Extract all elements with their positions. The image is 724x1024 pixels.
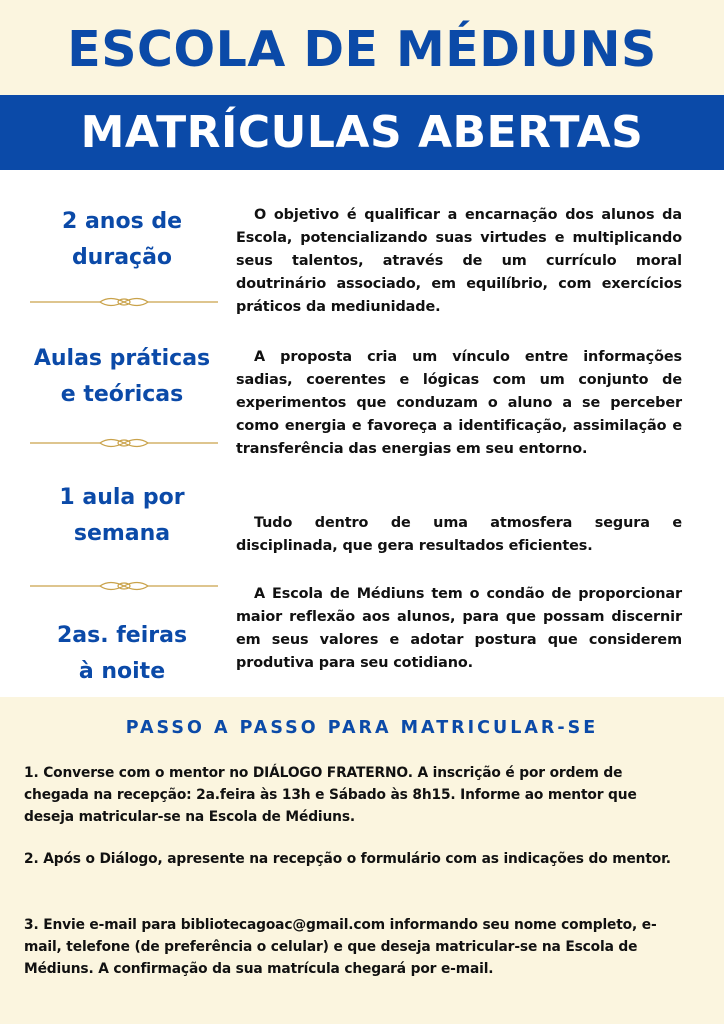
feature-line: e teóricas — [60, 382, 184, 407]
step-item-2: 2. Após o Diálogo, apresente na recepção o formulário com as indicações do mentor. — [24, 851, 671, 867]
feature-line: duração — [71, 245, 173, 270]
ornament-divider — [30, 435, 218, 451]
step-item-1: 1. Converse com o mentor no DIÁLOGO FRATERNO. A inscrição é por ordem de chegada na recepção: 2a.feira às 13h e Sábado às 8h15. Informe ao mentor que deseja matricular-se na Escola de Médiuns. — [24, 765, 637, 825]
feature-classes — [10, 341, 234, 413]
banner-heading: MATRÍCULAS ABERTAS — [0, 95, 724, 170]
step-item-3: 3. Envie e-mail para bibliotecagoac@gmail.com informando seu nome completo, e-mail, telefone (de preferência o celular) e que deseja matricular-se na Escola de Médiuns. A confirmação da sua matrícula chegará por e-mail. — [24, 917, 657, 977]
feature-line: semana — [73, 521, 171, 546]
paragraph-proposal: A proposta cria um vínculo entre informações sadias, coerentes e lógicas com um conjunto de experimentos que conduzam o aluno a se perceber como energia e favoreça a identificação, assimilação e transferência das energias em seu entorno. — [236, 349, 682, 457]
feature-line: à noite — [78, 659, 166, 684]
main-content — [0, 170, 724, 697]
feature-duration — [10, 204, 234, 276]
page-title: ESCOLA DE MÉDIUNS — [67, 21, 657, 78]
feature-line: 2 anos de — [61, 209, 182, 234]
ornament-divider — [30, 294, 218, 310]
paragraph-atmosphere: Tudo dentro de uma atmosfera segura e disciplinada, que gera resultados eficientes. — [236, 515, 682, 554]
steps-heading: PASSO A PASSO PARA MATRICULAR-SE — [125, 718, 599, 738]
paragraph-objective: O objetivo é qualificar a encarnação dos alunos da Escola, potencializando suas virtudes e multiplicando seus talentos, através de um currículo moral doutrinário associado, em equilíbrio, com exercícios práticos da mediunidade. — [236, 207, 682, 315]
feature-frequency — [10, 480, 234, 552]
paragraph-reflection: A Escola de Médiuns tem o condão de proporcionar maior reflexão aos alunos, para que possam discernir em seus valores e adotar postura que considerem produtiva para seu cotidiano. — [236, 586, 682, 671]
ornament-divider — [30, 578, 218, 594]
feature-schedule — [10, 618, 234, 690]
feature-line: Aulas práticas — [33, 346, 211, 371]
feature-line: 2as. feiras — [56, 623, 188, 648]
feature-line: 1 aula por — [59, 485, 185, 510]
